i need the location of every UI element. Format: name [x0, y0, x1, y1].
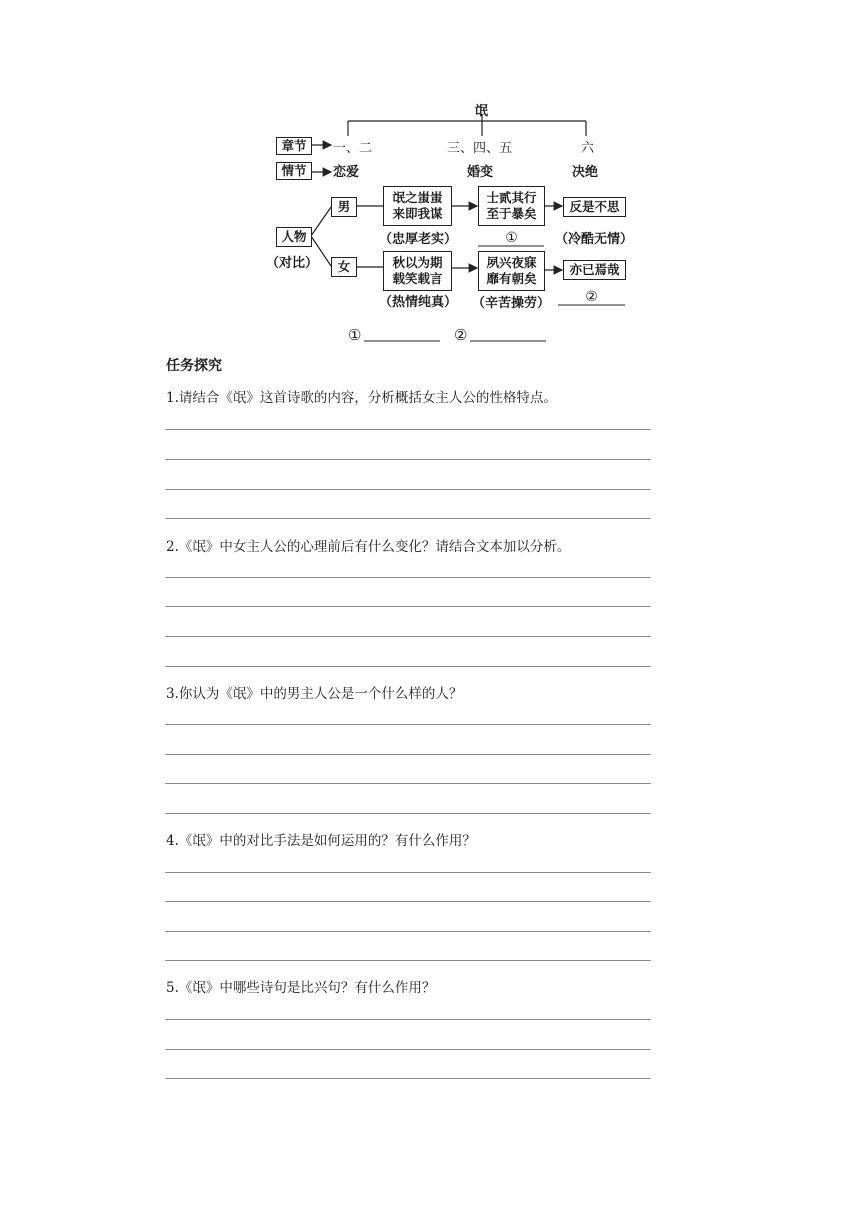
answer-line[interactable] — [165, 931, 651, 932]
answer-line[interactable] — [165, 1049, 651, 1050]
male-box-3-text: 反是不思 — [569, 199, 620, 214]
male-box-3 — [563, 197, 626, 217]
female-box-3-caption: ② — [585, 289, 598, 305]
question-2: 2.《氓》中女主人公的心理前后有什么变化？请结合文本加以分析。 — [166, 539, 571, 555]
male-box-3-caption: （冷酷无情） — [554, 232, 633, 247]
chapter-label-box — [276, 137, 312, 155]
character-label-box — [276, 227, 312, 247]
plot-label-box — [276, 162, 312, 180]
male-label: 男 — [337, 199, 351, 214]
diagram-connectors — [0, 0, 860, 345]
chapter-6: 六 — [581, 141, 595, 156]
question-3: 3.你认为《氓》中的男主人公是一个什么样的人？ — [166, 686, 463, 702]
male-box-2-line-2: 至于暴矣 — [486, 206, 537, 221]
plot-love: 恋爱 — [333, 165, 360, 180]
chapter-label: 章节 — [281, 138, 307, 153]
character-label: 人物 — [281, 229, 307, 244]
plot-break: 决绝 — [572, 165, 599, 180]
question-5: 5.《氓》中哪些诗句是比兴句？有什么作用？ — [166, 980, 436, 996]
female-box-1-caption: （热情纯真） — [378, 295, 457, 310]
answer-line[interactable] — [165, 1078, 651, 1079]
answer-line[interactable] — [165, 489, 651, 490]
female-box-1-line-1: 秋以为期 — [392, 255, 443, 270]
male-box — [331, 197, 357, 217]
answer-line[interactable] — [165, 636, 651, 637]
answer-line[interactable] — [165, 429, 651, 430]
plot-label: 情节 — [281, 163, 307, 178]
female-box-2-line-2: 靡有朝矣 — [486, 271, 537, 286]
female-box-2 — [478, 251, 545, 291]
contrast-label: （对比） — [266, 256, 319, 271]
answer-line[interactable] — [165, 960, 651, 961]
female-box-3 — [563, 260, 626, 280]
blank-1-marker: ① — [348, 326, 362, 344]
female-box-2-caption: （辛苦操劳） — [471, 296, 550, 311]
male-box-1-line-1: 氓之蚩蚩 — [392, 190, 443, 205]
female-box-1 — [383, 251, 452, 291]
answer-line[interactable] — [165, 1019, 651, 1020]
answer-line[interactable] — [165, 459, 651, 460]
male-box-2 — [478, 186, 545, 226]
answer-line[interactable] — [165, 724, 651, 725]
chapter-1-2: 一、二 — [333, 141, 373, 156]
male-box-1-line-2: 来即我谋 — [392, 206, 443, 221]
male-box-1-caption: （忠厚老实） — [378, 232, 457, 247]
section-title: 任务探究 — [166, 358, 222, 374]
question-4: 4.《氓》中的对比手法是如何运用的？有什么作用？ — [166, 833, 476, 849]
answer-line[interactable] — [165, 813, 651, 814]
structure-diagram — [0, 0, 860, 345]
female-box-1-line-2: 载笑载言 — [392, 271, 443, 286]
question-1: 1.请结合《氓》这首诗歌的内容，分析概括女主人公的性格特点。 — [166, 390, 557, 406]
male-box-1 — [383, 186, 452, 226]
diagram-title: 氓 — [475, 104, 489, 119]
answer-line[interactable] — [165, 577, 651, 578]
chapter-3-5: 三、四、五 — [447, 141, 513, 156]
female-box — [331, 257, 357, 277]
female-box-2-line-1: 夙兴夜寐 — [486, 255, 537, 270]
female-box-3-text: 亦已焉哉 — [569, 262, 620, 277]
male-box-2-caption: ① — [505, 230, 518, 246]
plot-marriage-change: 婚变 — [467, 165, 494, 180]
answer-line[interactable] — [165, 606, 651, 607]
answer-line[interactable] — [165, 754, 651, 755]
male-box-2-line-1: 士贰其行 — [486, 190, 537, 205]
answer-line[interactable] — [165, 666, 651, 667]
answer-line[interactable] — [165, 872, 651, 873]
blank-2-marker: ② — [454, 326, 468, 344]
female-label: 女 — [337, 259, 351, 274]
answer-line[interactable] — [165, 901, 651, 902]
answer-line[interactable] — [165, 783, 651, 784]
answer-line[interactable] — [165, 518, 651, 519]
